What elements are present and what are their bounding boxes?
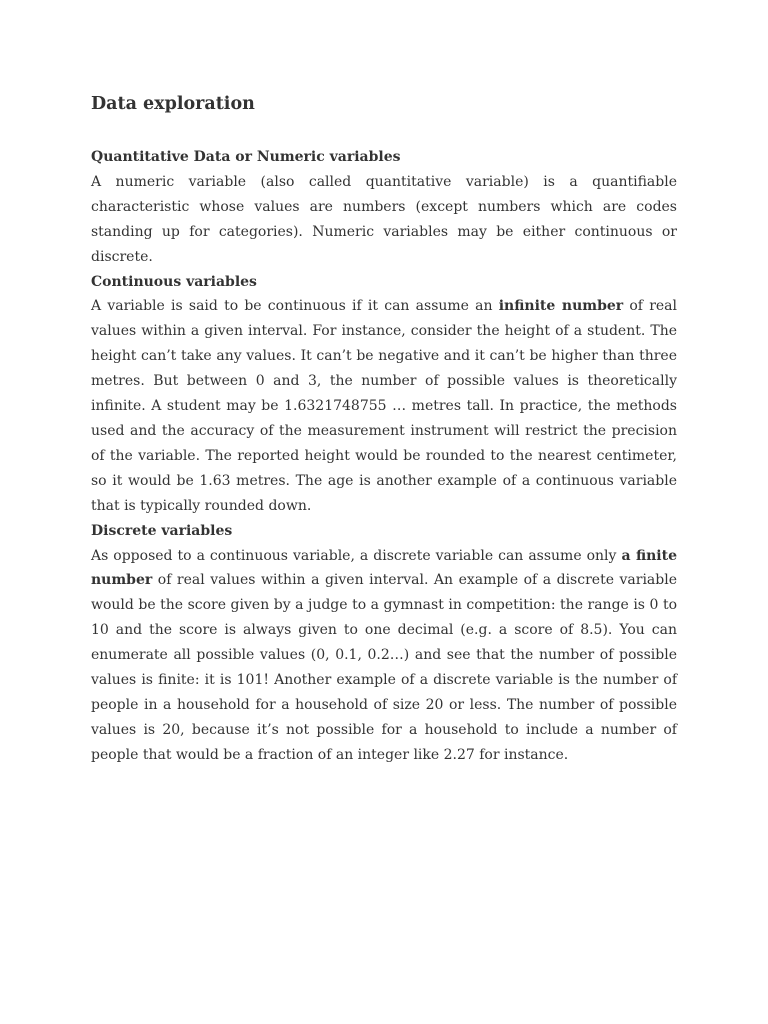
- paragraph-quantitative: A numeric variable (also called quantitative variable) is a quantifiable characteristic whose values are numbers (except numbers which are codes standing up for categories). Numeric variables may be either continuous or discrete.: [91, 173, 677, 265]
- paragraph-discrete-text-1: As opposed to a continuous variable, a discrete variable can assume only: [91, 547, 622, 564]
- paragraph-discrete: [91, 544, 677, 768]
- paragraph-continuous-text-2: of real values within a given interval. For instance, consider the height of a student. The height can’t take any values. It can’t be negative and it can’t be higher than three metres. But between 0 and 3, the number of possible values is theoretically infinite. A student may be 1.6321748755 … metres tall. In practice, the methods used and the accuracy of the measurement instrument will restrict the precision of the variable. The reported height would be rounded to the nearest centimeter, so it would be 1.63 metres. The age is another example of a continuous variable that is typically rounded down.: [91, 298, 678, 514]
- paragraph-discrete-emphasis: a finite number: [91, 547, 677, 589]
- paragraph-continuous-emphasis: infinite number: [498, 298, 624, 315]
- page-title: Data exploration: [91, 94, 255, 114]
- section-heading-quantitative: Quantitative Data or Numeric variables: [91, 149, 401, 165]
- paragraph-discrete-text-2: of real values within a given interval. An example of a discrete variable would be the score given by a judge to a gymnast in competition: the range is 0 to 10 and the score is always given to one decimal (e.g. a score of 8.5). You can enumerate all possible values (0, 0.1, 0.2…) and see that the number of possible values is finite: it is 101! Another example of a discrete variable is the number of people in a household for a household of size 20 or less. The number of possible values is 20, because it’s not possible for a household to include a number of people that would be a fraction of an integer like 2.27 for instance.: [91, 572, 677, 763]
- paragraph-continuous: [91, 294, 677, 518]
- paragraph-continuous-text-1: A variable is said to be continuous if it can assume an: [91, 298, 499, 315]
- section-heading-continuous: Continuous variables: [91, 273, 257, 290]
- document-body: [91, 145, 677, 768]
- section-heading-discrete: Discrete variables: [91, 522, 233, 539]
